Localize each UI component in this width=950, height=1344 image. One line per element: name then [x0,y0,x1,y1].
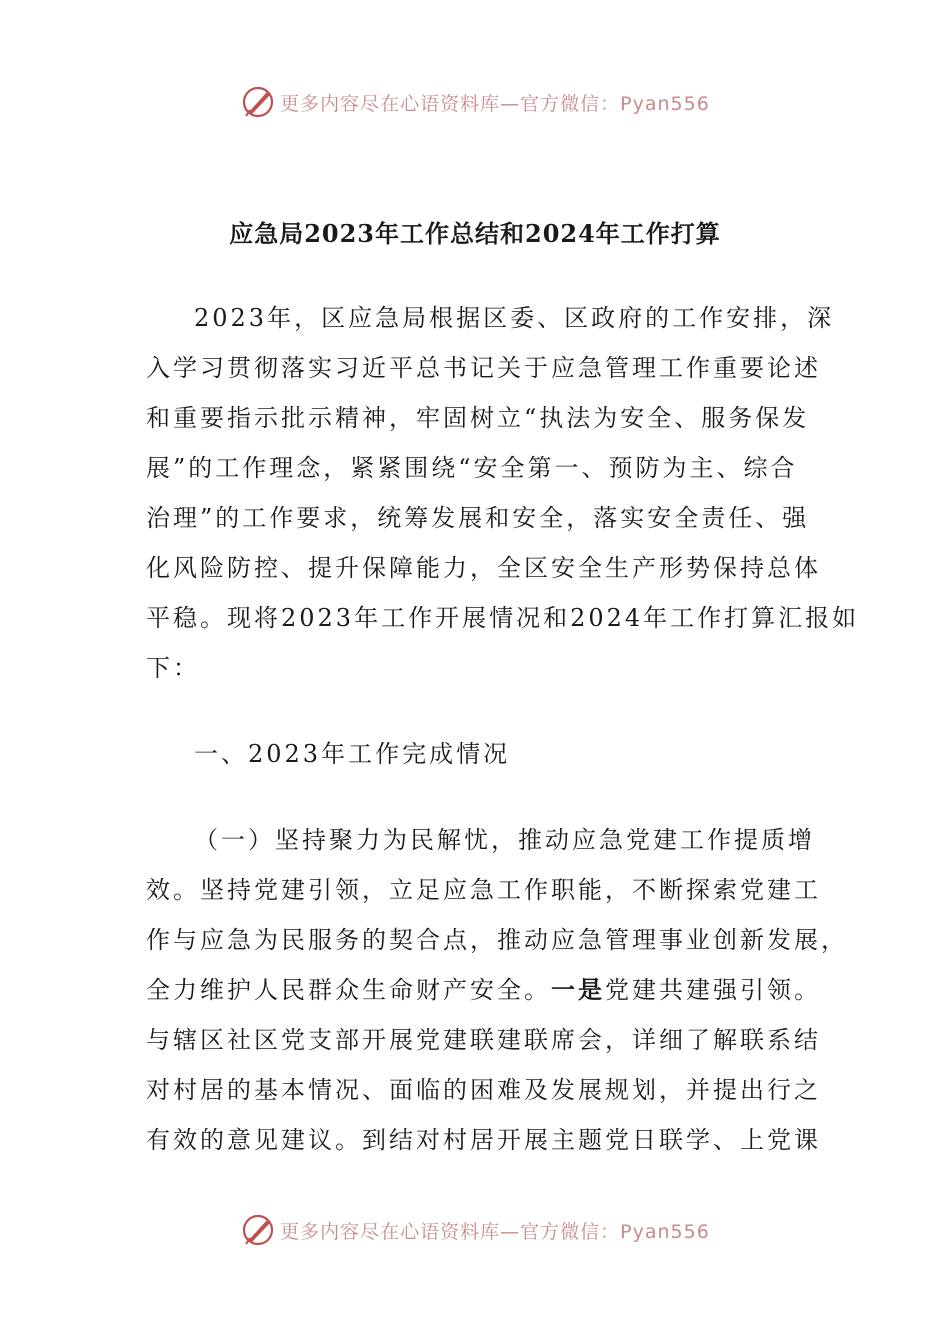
paragraph-line: 入学习贯彻落实习近平总书记关于应急管理工作重要论述 [146,354,821,382]
paragraph-line: 与辖区社区党支部开展党建联建联席会，详细了解联系结 [146,1026,821,1054]
paragraph-line: 有效的意见建议。到结对村居开展主题党日联学、上党课 [146,1126,821,1154]
paragraph-line: 对村居的基本情况、面临的困难及发展规划，并提出行之 [146,1076,821,1104]
paragraph-line [146,972,821,1008]
paragraph-line: 和重要指示批示精神，牢固树立“执法为安全、服务保发 [146,404,810,432]
paragraph-line: 化风险防控、提升保障能力，全区安全生产形势保持总体 [146,554,821,582]
paragraph-line: （一）坚持聚力为民解忧，推动应急党建工作提质增 [194,826,815,854]
watermark-text: 更多内容尽在心语资料库—官方微信：Pyan556 [280,92,710,115]
paragraph-line: 治理”的工作要求，统筹发展和安全，落实安全责任、强 [146,504,810,532]
paragraph-line: 平稳。现将2023年工作开展情况和2024年工作打算汇报如 [146,604,860,632]
paragraph-line: 效。坚持党建引领，立足应急工作职能，不断探索党建工 [146,876,821,904]
watermark-text: 更多内容尽在心语资料库—官方微信：Pyan556 [280,1220,710,1243]
section-heading: 一、2023年工作完成情况 [194,740,511,768]
paragraph-line: 2023年，区应急局根据区委、区政府的工作安排，深 [194,304,835,332]
paragraph-line: 下： [146,654,200,682]
line-text: 全力维护人民群众生命财产安全。 [146,976,551,1004]
header-watermark-banner [0,82,950,122]
paragraph-line: 作与应急为民服务的契合点，推动应急管理事业创新发展， [146,926,848,954]
quill-pen-icon [240,1212,276,1248]
paragraph-line: 展”的工作理念，紧紧围绕“安全第一、预防为主、综合 [146,454,798,482]
emphasis-label: 一是 [551,975,605,1004]
footer-watermark-banner [0,1210,950,1250]
quill-pen-icon [240,84,276,120]
line-text: 党建共建强引领。 [605,976,821,1004]
document-title: 应急局2023年工作总结和2024年工作打算 [229,219,721,248]
